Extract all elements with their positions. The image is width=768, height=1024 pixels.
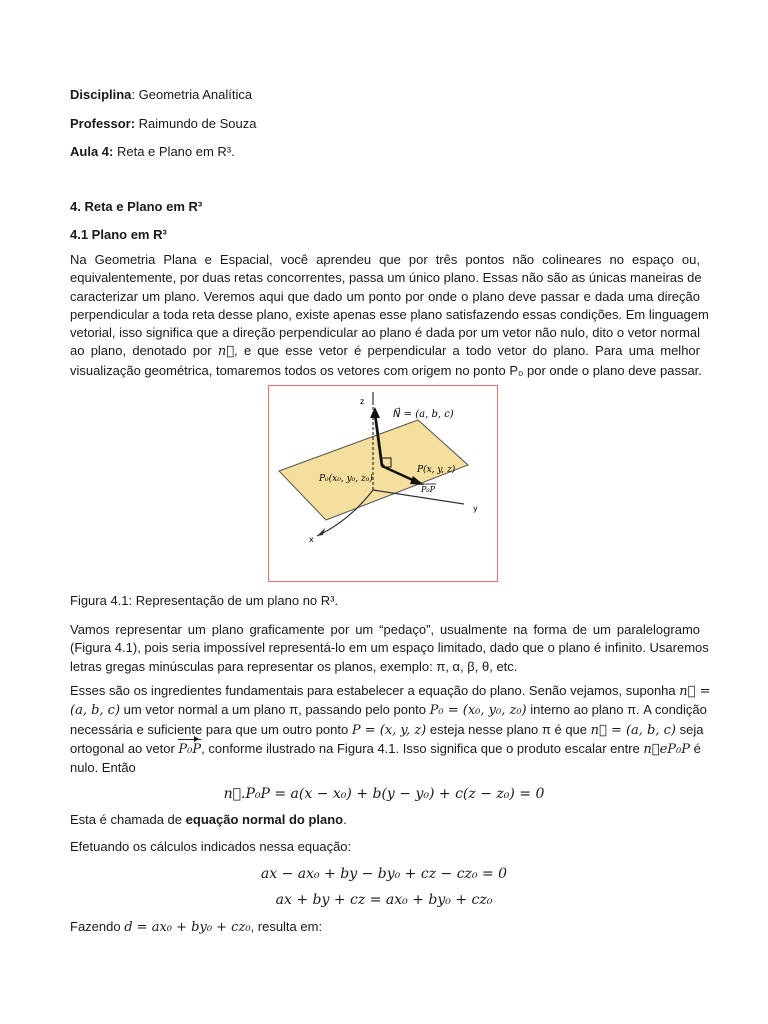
label-p0p: P₀P (421, 485, 435, 494)
discipline-label: Disciplina (70, 87, 132, 102)
label-y: y (473, 504, 478, 513)
figure-caption: Figura 4.1: Representação de um plano no R³. (70, 593, 339, 608)
lesson-line (70, 143, 235, 161)
label-z: z (360, 397, 365, 406)
lesson-label: Aula 4: (70, 144, 114, 159)
label-p: P(x, y, z) (417, 465, 456, 475)
equation-normal: n⃗.P₀P = a(x − x₀) + b(y − y₀) + c(z − z₀) = 0 (223, 786, 545, 802)
subsection-heading: 4.1 Plano em R³ (70, 227, 167, 242)
professor-label: Professor: (70, 116, 136, 131)
equation-rearranged: ax + by + cz = ax₀ + by₀ + cz₀ (275, 892, 493, 908)
paragraph-intro: Na Geometria Plana e Espacial, você aprendeu que por três pontos não colineares no espaço ou, equivalentemente, por duas retas concorrentes, passa um único plano. Essas não são as únicas maneiras de caracterizar um plano. Veremos aqui que dado um ponto por onde o plano deve passar e dada uma direção perpendicular a toda reta desse plano, existe apenas esse plano satisfazendo essas condições. Em linguagem vetorial, isso significa que a direção perpendicular ao plano é dada por um vetor não nulo, dito o vetor normal ao plano, denotado por n⃗, e que esse vetor é perpendicular a todo vetor do plano. Para uma melhor visualização geométrica, tomaremos todos os vetores com origem no ponto P₀ por onde o plano deve passar. (70, 252, 709, 378)
equation-expanded: ax − ax₀ + by − by₀ + cz − cz₀ = 0 (260, 866, 508, 882)
lesson-value: Reta e Plano em R³. (116, 144, 235, 159)
normal-vector-head (370, 407, 380, 418)
paragraph-ingredients: Esses são os ingredientes fundamentais para estabelecer a equação do plano. Senão vejamos, suponha n⃗ = (a, b, c) um vetor normal a um plano π, passando pelo ponto P₀ = (x₀, y₀, z₀) interno ao plano π. A condição necessária e suficiente para que um outro ponto P = (x, y, z) esteja nesse plano π é que n⃗ = (a, b, c) seja ortogonal ao vetor P₀P, conforme ilustrado na Figura 4.1. Isso significa que o produto escalar entre n⃗eP₀P é nulo. Então (70, 683, 711, 776)
calc-sentence: Efetuando os cálculos indicados nessa equação: (70, 839, 352, 854)
fazendo-sentence: Fazendo d = ax₀ + by₀ + cz₀, resulta em: (70, 919, 323, 935)
professor-line (70, 115, 256, 133)
plane-illustration (269, 386, 497, 581)
paragraph-representation: Vamos representar um plano graficamente por um “pedaço”, usualmente na forma de um paralelogramo (Figura 4.1), pois seria impossível representá-lo em um espaço limitado, dado que o plano é infinito. Usaremos letras gregas minúsculas para representar os planos, exemplo: π, α, β, θ, etc. (70, 622, 709, 674)
discipline-line (70, 86, 252, 104)
x-arrow (317, 528, 325, 536)
normal-equation-sentence: Esta é chamada de equação normal do plano. (70, 812, 347, 827)
figure-plane (268, 385, 498, 582)
section-heading: 4. Reta e Plano em R³ (70, 199, 203, 214)
professor-value: Raimundo de Souza (138, 116, 257, 131)
discipline-value: : Geometria Analítica (131, 87, 253, 102)
label-normal: N⃗ = (a, b, c) (393, 409, 454, 420)
label-p0: P₀(x₀, y₀, z₀) (319, 474, 373, 484)
p0-dot (381, 464, 384, 467)
n-vector: n⃗ (217, 344, 235, 360)
label-x: x (309, 535, 314, 544)
